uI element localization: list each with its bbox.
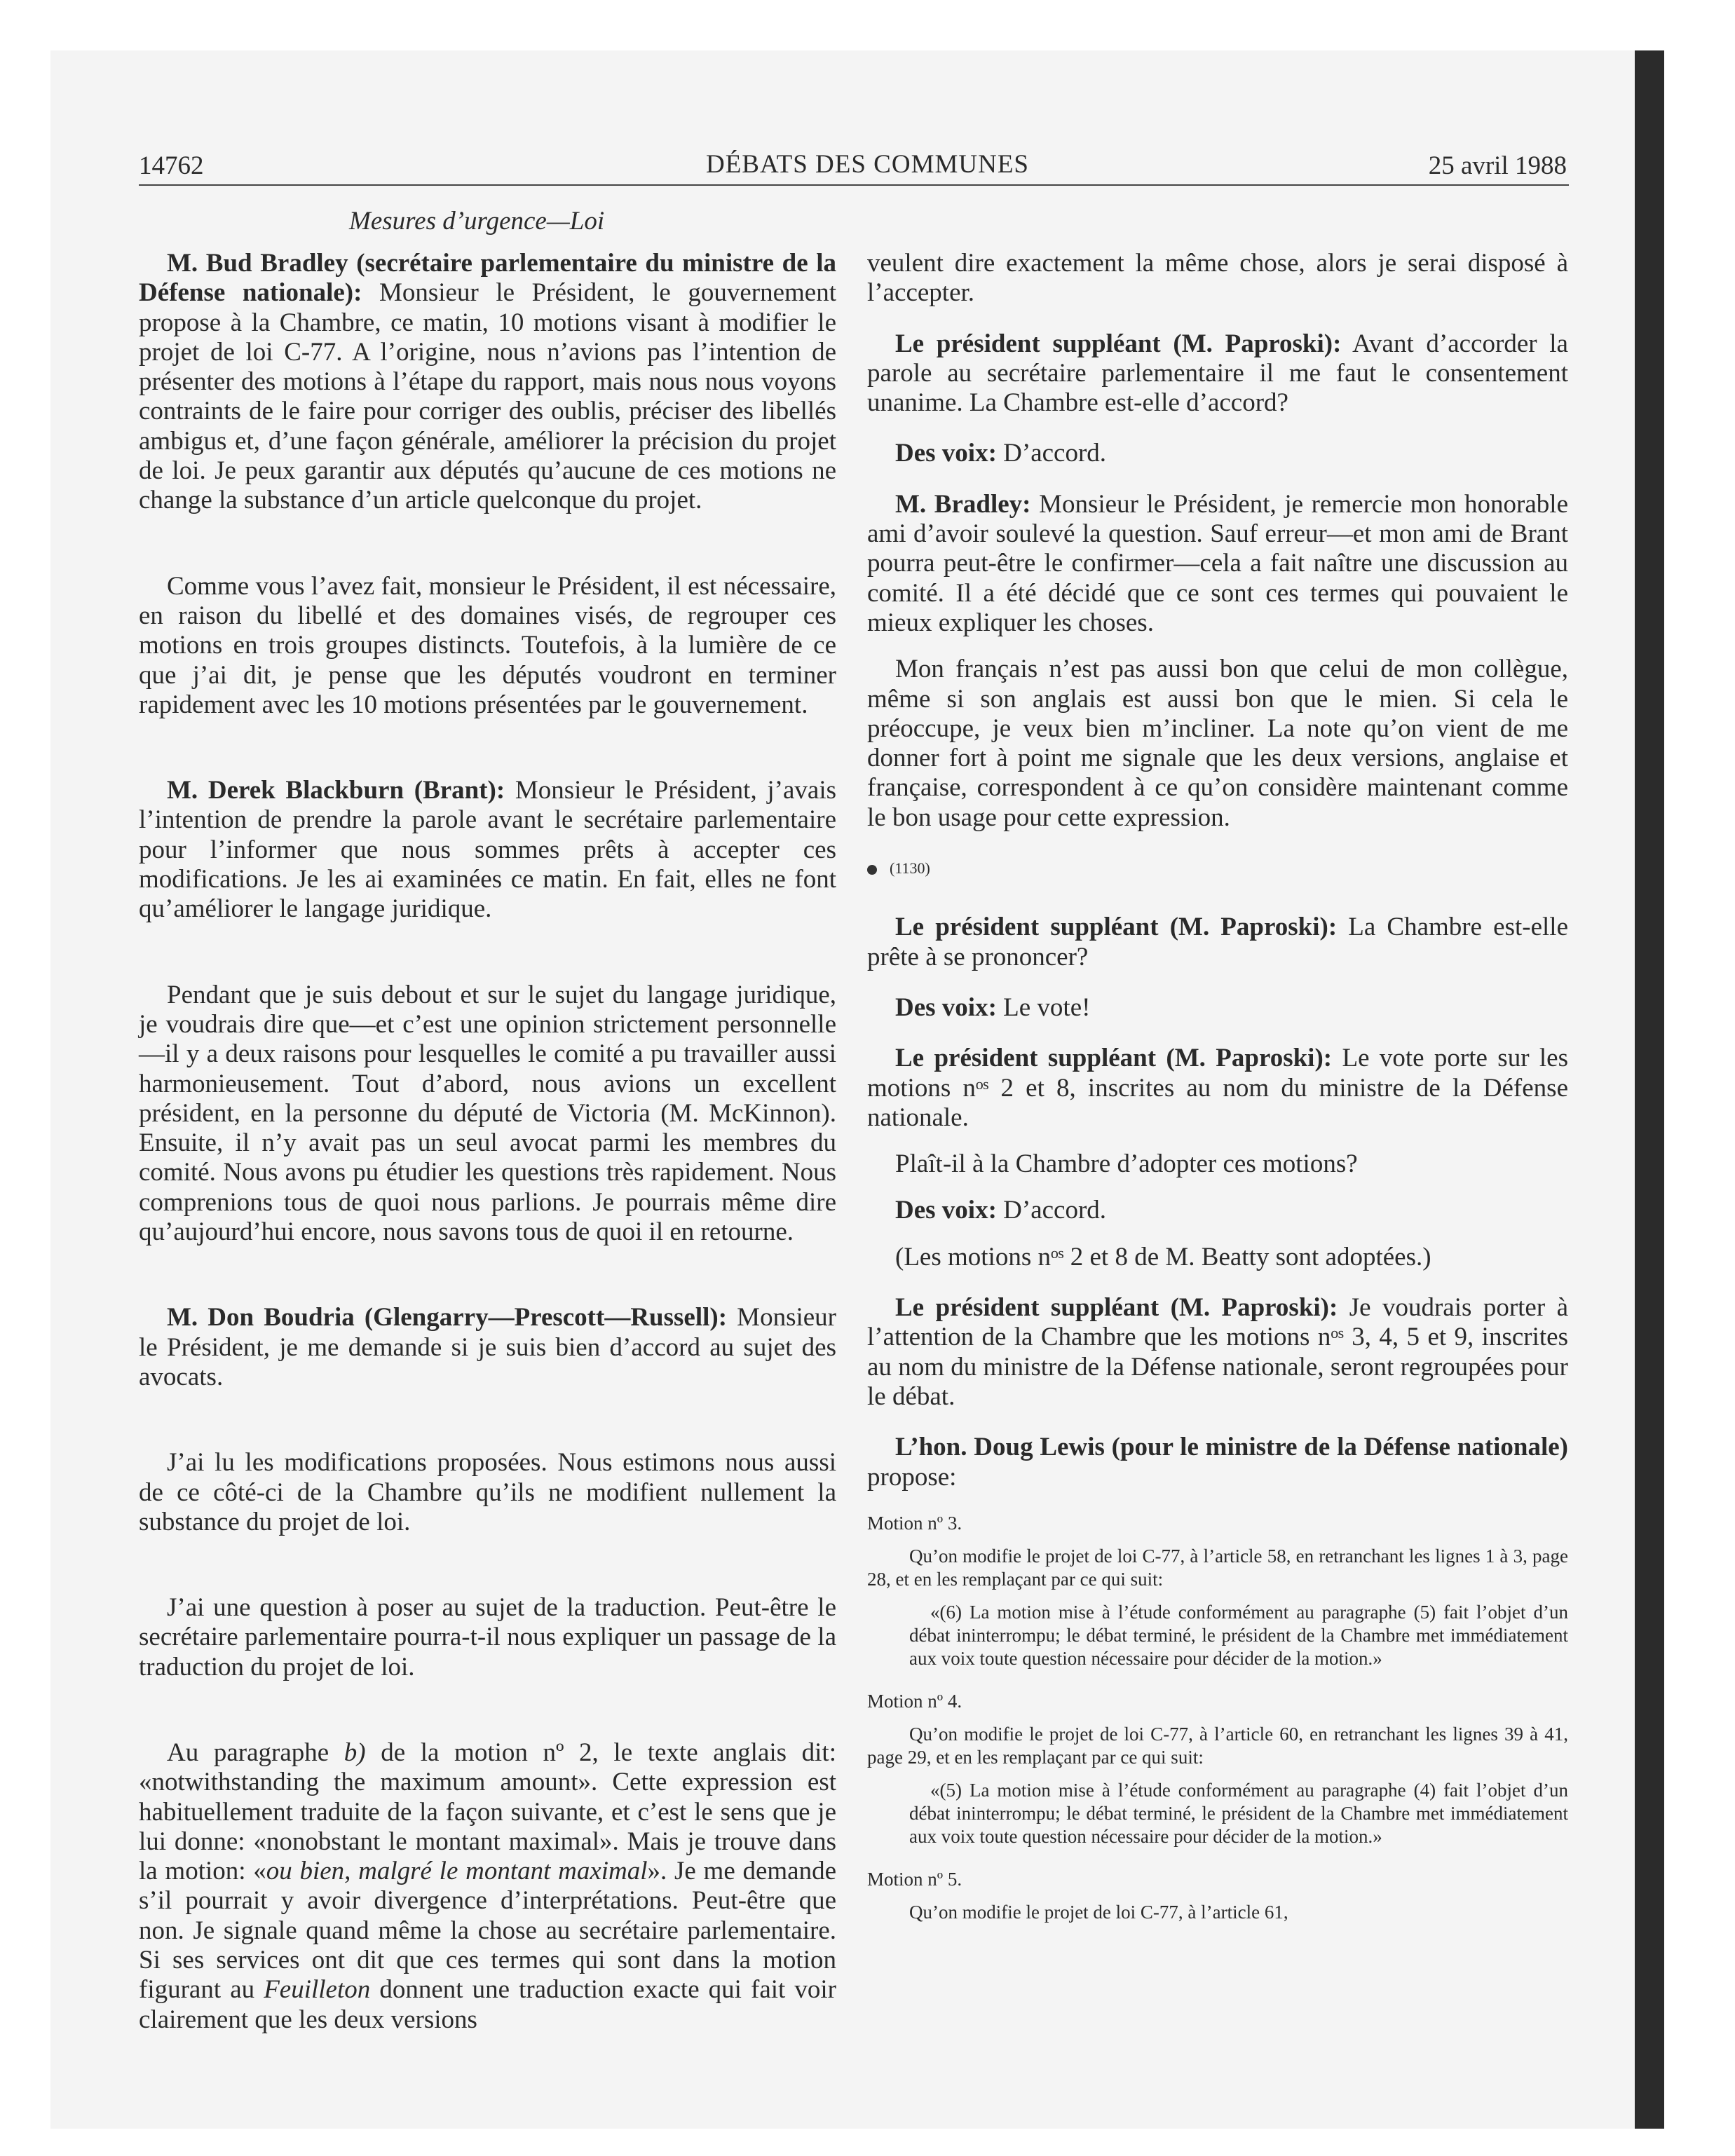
speaker-name: Le président suppléant (M. Paproski):	[895, 913, 1338, 942]
speaker-name: M. Don Boudria (Glengarry—Prescott—Russell):	[167, 1303, 728, 1332]
motion-text: Qu’on modifie le projet de loi C-77, à l’article 58, en retranchant les lignes 1 à 3, page 28, et en les remplaçant par ce qui suit:	[867, 1545, 1568, 1590]
paragraph	[867, 329, 1568, 418]
paragraph: Comme vous l’avez fait, monsieur le Président, il est nécessaire, en raison du libellé et des domaines visés, de regrouper ces motions en trois groupes distincts. Toutefois, à la lumière de ce que j’ai dit, je pense que les députés voudront en terminer rapidement avec les 10 motions présentées par le gouvernement.	[139, 571, 836, 719]
speech-text: La Chambre est-elle prête à se prononcer?	[867, 913, 1568, 971]
paragraph: Plaît-il à la Chambre d’adopter ces motions?	[895, 1149, 1358, 1179]
speech-text: Je voudrais porter à l’attention de la Chambre que les motions nᵒˢ 3, 4, 5 et 9, inscrites au nom du ministre de la Défense nationale, seront regroupées pour le débat.	[867, 1293, 1568, 1411]
speech-text: Le vote porte sur les motions nᵒˢ 2 et 8, inscrites au nom du ministre de la Défense nationale.	[867, 1044, 1568, 1132]
paragraph	[867, 1293, 1568, 1412]
speaker-name: M. Bradley:	[895, 489, 1031, 519]
paragraph: veulent dire exactement la même chose, alors je serai disposé à l’accepter.	[867, 249, 1568, 308]
paragraph	[139, 776, 836, 924]
italic-run: b)	[343, 1738, 366, 1767]
paragraph	[139, 249, 836, 516]
speaker-name: Le président suppléant (M. Paproski):	[895, 1044, 1333, 1073]
paragraph	[867, 1044, 1568, 1133]
speaker-name: Des voix:	[895, 992, 997, 1022]
time-marker-text: (1130)	[890, 859, 930, 878]
speech-text: propose:	[867, 1462, 957, 1492]
publication-title: DÉBATS DES COMMUNES	[705, 150, 1029, 179]
speech-text: Monsieur le Président, je me demande si je suis bien d’accord au sujet des avocats.	[139, 1303, 836, 1391]
motion-quote: «(6) La motion mise à l’étude conformément au paragraphe (5) fait l’objet d’un débat ininterrompu; le débat terminé, le président de la Chambre met immédiatement aux voix toute question nécessaire pour décider de la motion.»	[909, 1601, 1568, 1669]
right-column	[867, 249, 1568, 1924]
paragraph: Pendant que je suis debout et sur le sujet du langage juridique, je voudrais dire que—et c’est une opinion strictement personnelle—il y a deux raisons pour lesquelles le comité a pu travailler aussi harmonieusement. Tout d’abord, nous avions un excellent président, en la personne du député de Victoria (M. McKinnon). Ensuite, il n’y avait pas un seul avocat parmi les membres du comité. Nous avons pu étudier les questions très rapidement. Nous comprenions tous de quoi nous parlions. Je pourrais même dire qu’aujourd’hui encore, nous savons tous de quoi il en retourne.	[139, 980, 836, 1247]
speaker-name: M. Derek Blackburn (Brant):	[167, 776, 505, 805]
motion-label: Motion nº 5.	[867, 1868, 962, 1890]
time-marker	[867, 854, 1568, 883]
paragraph	[867, 490, 1568, 638]
paragraph: J’ai lu les modifications proposées. Nous estimons nous aussi de ce côté-ci de la Chambre qu’ils ne modifient nullement la substance du projet de loi.	[139, 1448, 836, 1536]
text-run: Au paragraphe	[167, 1738, 344, 1767]
italic-run: Feuilleton	[264, 1975, 371, 2005]
speaker-name: L’hon. Doug Lewis (pour le ministre de la Défense nationale)	[895, 1433, 1568, 1462]
speech-text: Avant d’accorder la parole au secrétaire parlementaire il me faut le consentement unanime. La Chambre est-elle d’accord?	[867, 329, 1568, 418]
header-rule	[139, 184, 1569, 186]
motion-text: Qu’on modifie le projet de loi C-77, à l’article 60, en retranchant les lignes 39 à 41, page 29, et en les remplaçant par ce qui suit:	[867, 1723, 1568, 1768]
paragraph	[139, 1738, 836, 2035]
speaker-name: Le président suppléant (M. Paproski):	[895, 329, 1342, 358]
speaker-name: Le président suppléant (M. Paproski):	[895, 1293, 1338, 1323]
speech-text: D’accord.	[996, 439, 1107, 468]
paragraph	[867, 1196, 1568, 1225]
paragraph	[867, 1433, 1568, 1492]
paragraph: Mon français n’est pas aussi bon que celui de mon collègue, même si son anglais est aussi bon que le mien. Si cela le préoccupe, je veux bien m’incliner. La note qu’on vient de me donner fort à point me signale que les deux versions, anglaise et française, correspondent à ce qu’on considère maintenant comme le bon usage pour cette expression.	[867, 655, 1568, 832]
motion-text: Qu’on modifie le projet de loi C-77, à l’article 61,	[909, 1901, 1288, 1923]
speech-text: Monsieur le Président, le gouvernement propose à la Chambre, ce matin, 10 motions visant à modifier le projet de loi C-77. A l’origine, nous n’avions pas l’intention de présenter des motions à l’étape du rapport, mais nous nous voyons contraints de le faire pour corriger des oublis, préciser des libellés ambigus et, d’une façon générale, améliorer la précision du projet de loi. Je peux garantir aux députés qu’aucune de ces motions ne change la substance d’un article quelconque du projet.	[139, 278, 836, 515]
bullet-icon	[867, 865, 877, 875]
section-title: Mesures d’urgence—Loi	[349, 207, 605, 236]
text-run: donnent une traduction exacte qui fait voir clairement que les deux versions	[139, 1975, 836, 2034]
paragraph	[139, 1303, 836, 1392]
paragraph	[867, 993, 1568, 1023]
speaker-name: Des voix:	[895, 1196, 997, 1225]
motion-label: Motion nº 3.	[867, 1512, 962, 1534]
paragraph: (Les motions nᵒˢ 2 et 8 de M. Beatty sont adoptées.)	[895, 1242, 1431, 1271]
paragraph	[867, 439, 1568, 468]
speech-text: Monsieur le Président, j’avais l’intention de prendre la parole avant le secrétaire parlementaire pour l’informer que nous sommes prêts à accepter ces modifications. Je les ai examinées ce matin. En fait, elles ne font qu’améliorer le langage juridique.	[139, 776, 836, 924]
publication-date: 25 avril 1988	[1428, 151, 1567, 180]
speech-text: D’accord.	[996, 1196, 1107, 1225]
motion-label: Motion nº 4.	[867, 1690, 962, 1712]
speaker-name: Des voix:	[895, 439, 997, 468]
speech-text: Monsieur le Président, je remercie mon honorable ami d’avoir soulevé la question. Sauf erreur—et mon ami de Brant pourra peut-être le confirmer—cela a fait naître une discussion au comité. Il a été décidé que ce sont ces termes qui pouvaient le mieux expliquer les choses.	[867, 489, 1569, 637]
text-run: ». Je me demande s’il pourrait y avoir divergence d’interprétations. Peut-être que non. Je signale quand même la chose au secrétaire parlementaire. Si ses services ont dit que ces termes qui sont dans la motion figurant au	[139, 1857, 836, 2005]
paragraph	[867, 913, 1568, 972]
left-column	[139, 249, 836, 2035]
paragraph: J’ai une question à poser au sujet de la traduction. Peut-être le secrétaire parlementaire pourra-t-il nous expliquer un passage de la traduction du projet de loi.	[139, 1593, 836, 1681]
text-run: de la motion nº 2, le texte anglais dit: «notwithstanding the maximum amount». Cette expression est habituellement traduite de la façon suivante, et c’est le sens que je lui donne: «nonobstant le montant maximal». Mais je trouve dans la motion: «	[139, 1738, 836, 1886]
motion-quote: «(5) La motion mise à l’étude conformément au paragraphe (4) fait l’objet d’un débat ininterrompu; le débat terminé, le président de la Chambre met immédiatement aux voix toute question nécessaire pour décider de la motion.»	[909, 1779, 1568, 1847]
italic-run: ou bien, malgré le montant maximal	[266, 1857, 648, 1886]
speaker-name: M. Bud Bradley (secrétaire parlementaire du ministre de la Défense nationale):	[139, 249, 836, 308]
page-number: 14762	[139, 151, 204, 180]
scan-edge-bar	[1635, 50, 1664, 2129]
speech-text: Le vote!	[996, 992, 1091, 1022]
